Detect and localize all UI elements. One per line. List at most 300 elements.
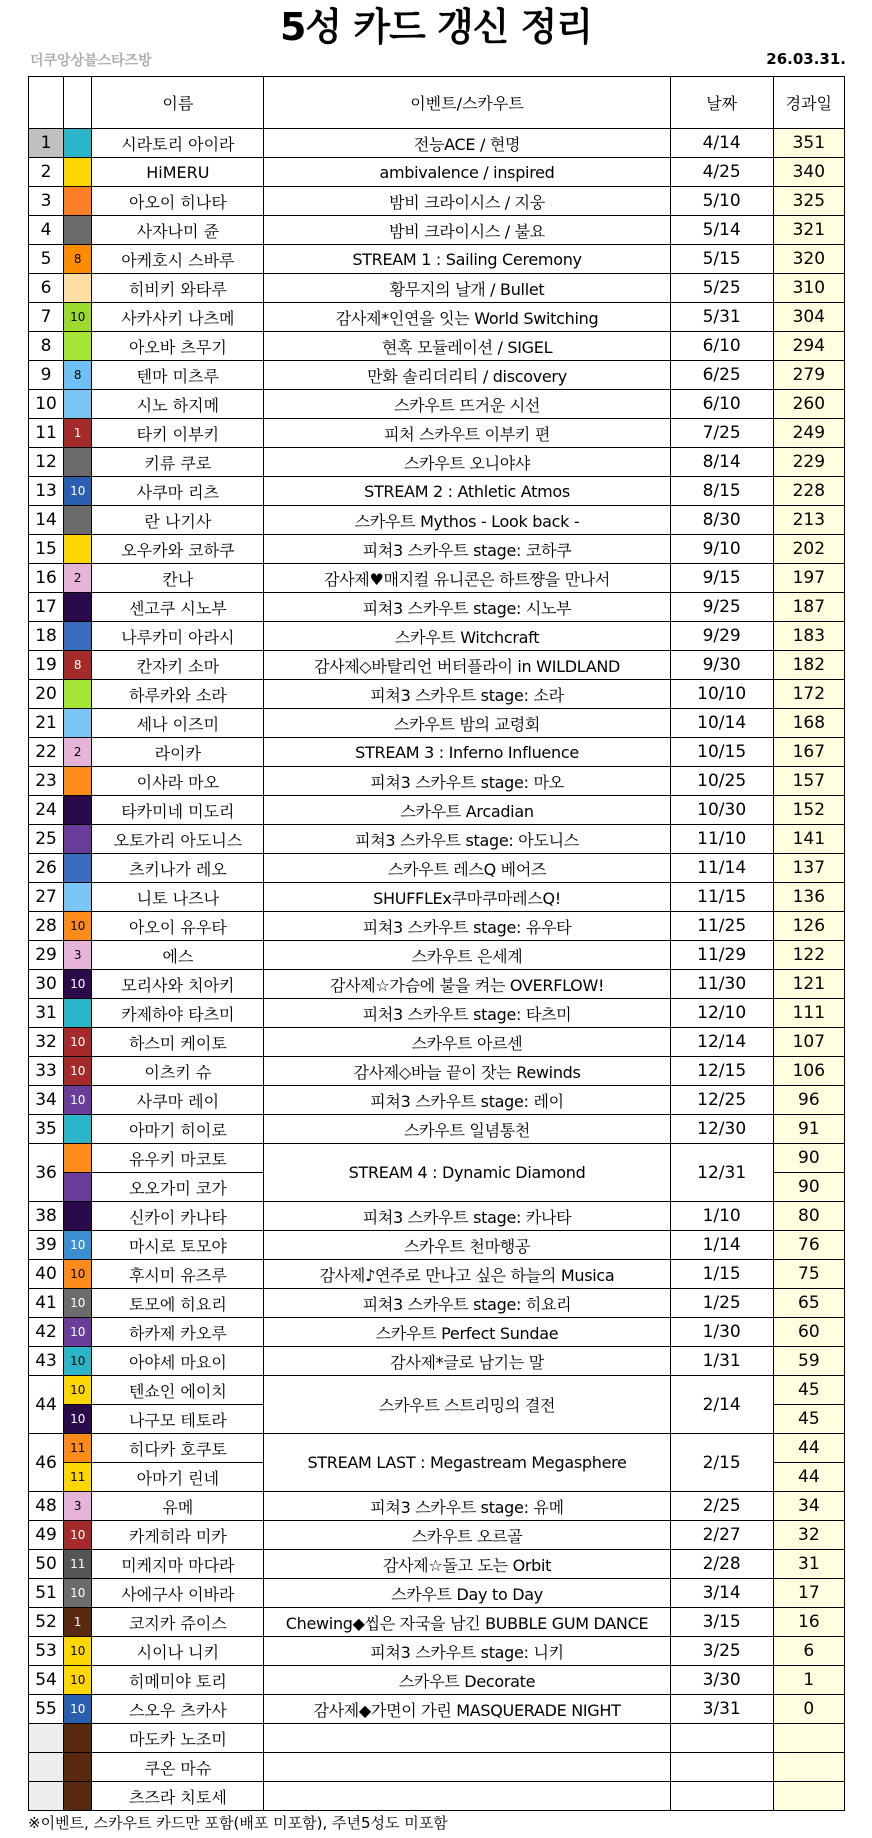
row-number: 35 [29,1115,64,1144]
days-elapsed: 137 [773,854,844,883]
source-label: 더쿠앙상블스타즈방 [30,53,152,69]
color-swatch [64,854,92,883]
member-name: 오우카와 코하쿠 [92,535,264,564]
days-elapsed: 325 [773,187,844,216]
days-elapsed: 111 [773,999,844,1028]
row-number: 36 [29,1144,64,1202]
event-name: 밤비 크라이시스 / 지웅 [264,187,670,216]
table-row [29,593,845,622]
event-date: 1/30 [670,1318,773,1347]
row-number: 23 [29,767,64,796]
event-date: 5/15 [670,245,773,274]
event-name: ambivalence / inspired [264,158,670,187]
member-name: 스오우 츠카사 [92,1695,264,1724]
color-swatch [64,680,92,709]
days-elapsed: 1 [773,1666,844,1695]
days-elapsed: 202 [773,535,844,564]
table-row [29,1782,845,1811]
days-elapsed: 168 [773,709,844,738]
days-elapsed: 279 [773,361,844,390]
row-number: 3 [29,187,64,216]
member-name: 아야세 마요이 [92,1347,264,1376]
member-name: 유우키 마코토 [92,1144,264,1173]
event-date: 12/30 [670,1115,773,1144]
event-name: 전능ACE / 현명 [264,129,670,158]
event-date: 3/14 [670,1579,773,1608]
event-date: 12/10 [670,999,773,1028]
event-date: 1/15 [670,1260,773,1289]
table-row [29,1753,845,1782]
event-date: 10/30 [670,796,773,825]
event-name: 만화 솔리더리티 / discovery [264,361,670,390]
days-elapsed [773,1782,844,1811]
event-name: 스카우트 뜨거운 시선 [264,390,670,419]
event-name: Chewing◆씹은 자국을 남긴 BUBBLE GUM DANCE [264,1608,670,1637]
member-name: 란 나기사 [92,506,264,535]
member-name: 카제하야 타츠미 [92,999,264,1028]
event-name: 스카우트 은세계 [264,941,670,970]
color-swatch: 10 [64,1695,92,1724]
color-swatch: 11 [64,1434,92,1463]
page-title: 5성 카드 갱신 정리 [279,5,593,49]
row-number: 41 [29,1289,64,1318]
table-row [29,622,845,651]
row-number: 42 [29,1318,64,1347]
num-header [29,77,64,129]
days-elapsed [773,1724,844,1753]
row-number: 40 [29,1260,64,1289]
row-number: 15 [29,535,64,564]
table-row [29,361,845,390]
table-row [29,1695,845,1724]
event-date: 8/15 [670,477,773,506]
event-date: 4/14 [670,129,773,158]
event-name: 감사제*인연을 잇는 World Switching [264,303,670,332]
event-date: 4/25 [670,158,773,187]
table-row [29,187,845,216]
event-name: 감사제*글로 남기는 말 [264,1347,670,1376]
event-date: 3/31 [670,1695,773,1724]
color-swatch [64,1202,92,1231]
days-elapsed: 182 [773,651,844,680]
days-elapsed: 320 [773,245,844,274]
event-date: 1/10 [670,1202,773,1231]
days-elapsed: 6 [773,1637,844,1666]
row-number: 44 [29,1376,64,1434]
color-swatch [64,1173,92,1202]
event-date: 3/15 [670,1608,773,1637]
color-swatch [64,158,92,187]
table-row [29,1666,845,1695]
table-row [29,999,845,1028]
days-elapsed: 44 [773,1434,844,1463]
member-name: 토모에 히요리 [92,1289,264,1318]
row-number: 29 [29,941,64,970]
days-elapsed: 121 [773,970,844,999]
row-number: 46 [29,1434,64,1492]
event-date: 1/31 [670,1347,773,1376]
color-swatch: 11 [64,1463,92,1492]
days-elapsed: 107 [773,1028,844,1057]
table-row [29,825,845,854]
event-name: 피쳐3 스카우트 stage: 시노부 [264,593,670,622]
event-date: 9/15 [670,564,773,593]
member-name: 니토 나즈나 [92,883,264,912]
member-name: 텐쇼인 에이치 [92,1376,264,1405]
event-date: 11/15 [670,883,773,912]
row-number: 4 [29,216,64,245]
row-number: 13 [29,477,64,506]
color-swatch: 1 [64,1608,92,1637]
days-elapsed: 340 [773,158,844,187]
table-row [29,883,845,912]
member-name: 시라토리 아이라 [92,129,264,158]
event-date: 10/25 [670,767,773,796]
event-name [264,1782,670,1811]
row-number: 17 [29,593,64,622]
days-elapsed: 31 [773,1550,844,1579]
color-header [64,77,92,129]
member-name: 츠키나가 레오 [92,854,264,883]
color-swatch: 10 [64,1376,92,1405]
member-name: 마시로 토모야 [92,1231,264,1260]
name-header: 이름 [92,77,264,129]
event-name: 피쳐3 스카우트 stage: 니키 [264,1637,670,1666]
table-row [29,1318,845,1347]
days-elapsed: 136 [773,883,844,912]
event-name: STREAM 2 : Athletic Atmos [264,477,670,506]
event-name: 스카우트 오니야샤 [264,448,670,477]
row-number: 32 [29,1028,64,1057]
color-swatch: 8 [64,651,92,680]
days-elapsed: 321 [773,216,844,245]
days-header: 경과일 [773,77,844,129]
table-row [29,1347,845,1376]
event-date: 9/10 [670,535,773,564]
member-name: 신카이 카나타 [92,1202,264,1231]
table-row [29,1057,845,1086]
color-swatch [64,535,92,564]
member-name: 카게히라 미카 [92,1521,264,1550]
days-elapsed: 294 [773,332,844,361]
event-date: 3/25 [670,1637,773,1666]
event-date: 11/14 [670,854,773,883]
event-header: 이벤트/스카우트 [264,77,670,129]
table-row [29,1434,845,1463]
color-swatch: 10 [64,1405,92,1434]
days-elapsed [773,1753,844,1782]
event-date: 10/15 [670,738,773,767]
table-row [29,448,845,477]
row-number: 24 [29,796,64,825]
table-row [29,274,845,303]
row-number: 11 [29,419,64,448]
days-elapsed: 106 [773,1057,844,1086]
table-row [29,506,845,535]
days-elapsed: 0 [773,1695,844,1724]
event-name [264,1753,670,1782]
days-elapsed: 44 [773,1463,844,1492]
row-number: 51 [29,1579,64,1608]
days-elapsed: 310 [773,274,844,303]
member-name: 텐마 미츠루 [92,361,264,390]
event-name: 스카우트 일념통천 [264,1115,670,1144]
days-elapsed: 59 [773,1347,844,1376]
event-date: 9/30 [670,651,773,680]
row-number: 5 [29,245,64,274]
color-swatch [64,1115,92,1144]
days-elapsed: 90 [773,1173,844,1202]
date-header: 날짜 [670,77,773,129]
color-swatch: 10 [64,1086,92,1115]
member-name: 츠즈라 치토세 [92,1782,264,1811]
color-swatch [64,332,92,361]
member-name: 나구모 테토라 [92,1405,264,1434]
days-elapsed: 122 [773,941,844,970]
color-swatch: 10 [64,1579,92,1608]
color-swatch: 10 [64,912,92,941]
member-name: 모리사와 치아키 [92,970,264,999]
event-date: 11/29 [670,941,773,970]
table-row [29,1608,845,1637]
event-name: 스카우트 Mythos - Look back - [264,506,670,535]
color-swatch: 10 [64,1028,92,1057]
row-number: 6 [29,274,64,303]
row-number: 54 [29,1666,64,1695]
color-swatch [64,1753,92,1782]
row-number [29,1724,64,1753]
days-elapsed: 75 [773,1260,844,1289]
event-date: 10/14 [670,709,773,738]
row-number [29,1753,64,1782]
row-number: 48 [29,1492,64,1521]
member-name: 아오이 유우타 [92,912,264,941]
event-date: 5/31 [670,303,773,332]
member-name: 타키 이부키 [92,419,264,448]
event-name: 피쳐3 스카우트 stage: 코하쿠 [264,535,670,564]
member-name: 사자나미 쥰 [92,216,264,245]
table-row [29,390,845,419]
days-elapsed: 45 [773,1376,844,1405]
row-number: 49 [29,1521,64,1550]
member-name: 후시미 유즈루 [92,1260,264,1289]
color-swatch: 10 [64,1637,92,1666]
days-elapsed: 249 [773,419,844,448]
days-elapsed: 260 [773,390,844,419]
event-name: 스카우트 레스Q 베어즈 [264,854,670,883]
member-name: 아마기 린네 [92,1463,264,1492]
row-number: 50 [29,1550,64,1579]
color-swatch [64,796,92,825]
days-elapsed: 96 [773,1086,844,1115]
member-name: 하스미 케이토 [92,1028,264,1057]
color-swatch: 3 [64,1492,92,1521]
row-number: 31 [29,999,64,1028]
row-number: 43 [29,1347,64,1376]
event-name: 피처 스카우트 이부키 편 [264,419,670,448]
event-date: 2/25 [670,1492,773,1521]
days-elapsed: 228 [773,477,844,506]
event-name: 피쳐3 스카우트 stage: 소라 [264,680,670,709]
color-swatch [64,506,92,535]
member-name: 시노 하지메 [92,390,264,419]
member-name: 세나 이즈미 [92,709,264,738]
table-row [29,796,845,825]
event-name: 피쳐3 스카우트 stage: 히요리 [264,1289,670,1318]
color-swatch: 10 [64,1521,92,1550]
event-date: 5/25 [670,274,773,303]
table-row [29,1144,845,1173]
table-row [29,941,845,970]
member-name: 사에구사 이바라 [92,1579,264,1608]
row-number: 38 [29,1202,64,1231]
table-row [29,419,845,448]
table-row [29,564,845,593]
row-number: 34 [29,1086,64,1115]
member-name: 아마기 히이로 [92,1115,264,1144]
member-name: 센고쿠 시노부 [92,593,264,622]
event-date: 2/15 [670,1434,773,1492]
event-name: 밤비 크라이시스 / 불요 [264,216,670,245]
event-date: 12/25 [670,1086,773,1115]
table-row [29,535,845,564]
event-date: 11/25 [670,912,773,941]
days-elapsed: 16 [773,1608,844,1637]
row-number: 27 [29,883,64,912]
event-name: 피쳐3 스카우트 stage: 아도니스 [264,825,670,854]
color-swatch: 2 [64,564,92,593]
event-name [264,1724,670,1753]
event-date: 2/28 [670,1550,773,1579]
row-number: 7 [29,303,64,332]
table-row [29,651,845,680]
days-elapsed: 197 [773,564,844,593]
member-name: 라이카 [92,738,264,767]
member-name: 이츠키 슈 [92,1057,264,1086]
color-swatch: 10 [64,303,92,332]
table-row [29,1376,845,1405]
row-number: 14 [29,506,64,535]
row-number: 33 [29,1057,64,1086]
days-elapsed: 65 [773,1289,844,1318]
color-swatch [64,999,92,1028]
event-name: 피쳐3 스카우트 stage: 레이 [264,1086,670,1115]
member-name: 쿠온 마슈 [92,1753,264,1782]
days-elapsed: 90 [773,1144,844,1173]
table-row [29,1115,845,1144]
member-name: 오오가미 코가 [92,1173,264,1202]
color-swatch [64,390,92,419]
color-swatch: 10 [64,1347,92,1376]
color-swatch [64,622,92,651]
event-name: 스카우트 아르센 [264,1028,670,1057]
event-date: 1/14 [670,1231,773,1260]
color-swatch: 10 [64,1260,92,1289]
color-swatch [64,216,92,245]
as-of-date: 26.03.31. [766,50,846,68]
member-name: 아케호시 스바루 [92,245,264,274]
event-date: 5/10 [670,187,773,216]
member-name: 에스 [92,941,264,970]
event-date: 6/10 [670,332,773,361]
table-row [29,1231,845,1260]
event-date: 11/10 [670,825,773,854]
table-row [29,1086,845,1115]
event-name: 황무지의 날개 / Bullet [264,274,670,303]
table-row [29,1260,845,1289]
row-number: 10 [29,390,64,419]
table-row [29,1637,845,1666]
color-swatch: 10 [64,970,92,999]
row-number: 9 [29,361,64,390]
color-swatch [64,767,92,796]
table-row [29,1521,845,1550]
event-date: 12/15 [670,1057,773,1086]
table-row [29,332,845,361]
color-swatch: 8 [64,245,92,274]
days-elapsed: 172 [773,680,844,709]
member-name: 키류 쿠로 [92,448,264,477]
event-name: 피쳐3 스카우트 stage: 유메 [264,1492,670,1521]
days-elapsed: 167 [773,738,844,767]
event-name: 감사제☆돌고 도는 Orbit [264,1550,670,1579]
event-date [670,1782,773,1811]
member-name: 이사라 마오 [92,767,264,796]
table-row [29,129,845,158]
row-number: 8 [29,332,64,361]
color-swatch: 2 [64,738,92,767]
member-name: 코지카 쥬이스 [92,1608,264,1637]
event-date: 11/30 [670,970,773,999]
event-name: STREAM 4 : Dynamic Diamond [264,1144,670,1202]
row-number: 1 [29,129,64,158]
days-elapsed: 152 [773,796,844,825]
color-swatch: 10 [64,1057,92,1086]
days-elapsed: 34 [773,1492,844,1521]
color-swatch: 8 [64,361,92,390]
days-elapsed: 187 [773,593,844,622]
row-number: 21 [29,709,64,738]
member-name: 사쿠마 리츠 [92,477,264,506]
footnote: ※이벤트, 스카우트 카드만 포함(배포 미포함), 주년5성도 미포함 [28,1814,448,1832]
row-number: 2 [29,158,64,187]
event-name: 스카우트 Witchcraft [264,622,670,651]
member-name: 사카사키 나츠메 [92,303,264,332]
table-row [29,158,845,187]
member-name: 하루카와 소라 [92,680,264,709]
color-swatch [64,187,92,216]
table-row [29,477,845,506]
row-number: 22 [29,738,64,767]
event-name: 감사제◆가면이 가린 MASQUERADE NIGHT [264,1695,670,1724]
table-row [29,1289,845,1318]
row-number: 20 [29,680,64,709]
table-row [29,738,845,767]
days-elapsed: 141 [773,825,844,854]
member-name: 아오바 츠무기 [92,332,264,361]
days-elapsed: 32 [773,1521,844,1550]
color-swatch: 1 [64,419,92,448]
days-elapsed: 304 [773,303,844,332]
row-number: 52 [29,1608,64,1637]
event-name: 현혹 모듈레이션 / SIGEL [264,332,670,361]
event-name: STREAM LAST : Megastream Megasphere [264,1434,670,1492]
event-date: 12/31 [670,1144,773,1202]
table-row [29,912,845,941]
color-swatch [64,1724,92,1753]
event-date: 8/14 [670,448,773,477]
event-name: 피쳐3 스카우트 stage: 유우타 [264,912,670,941]
